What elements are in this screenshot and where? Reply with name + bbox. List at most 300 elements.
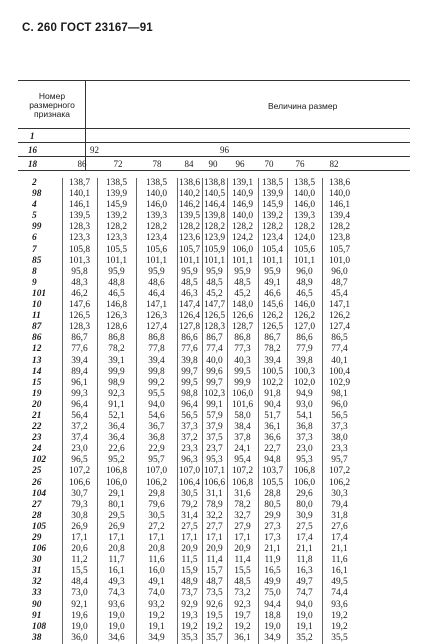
table-cell: 101,1 xyxy=(287,256,322,267)
table-cell: 146,0 xyxy=(287,200,322,211)
table-cell: 27,5 xyxy=(287,522,322,533)
table-cell: 37,4 xyxy=(62,433,97,444)
table-cell: 30,7 xyxy=(62,489,97,500)
table-cell: 123,3 xyxy=(62,233,97,244)
table-cell: 45,2 xyxy=(227,289,258,300)
table-cell: 93,2 xyxy=(136,600,177,611)
table-cell: 37,8 xyxy=(227,433,258,444)
header-row2-value-96: 96 xyxy=(220,145,229,155)
table-cell: 103,7 xyxy=(258,466,287,477)
table-cell: 100,4 xyxy=(322,367,357,378)
table-cell: 86,5 xyxy=(322,333,357,344)
table-cell: 32,7 xyxy=(227,511,258,522)
table-cell: 140,0 xyxy=(322,189,357,200)
table-cell: 79,6 xyxy=(136,500,177,511)
table-cell: 140,1 xyxy=(62,189,97,200)
table-cell: 126,6 xyxy=(227,311,258,322)
table-cell: 106,0 xyxy=(97,478,136,489)
table-cell: 80,1 xyxy=(97,500,136,511)
column-header-3: 84 xyxy=(184,159,194,169)
table-cell: 19,2 xyxy=(202,622,227,633)
row-id: 13 xyxy=(32,355,42,366)
table-cell: 46,5 xyxy=(287,289,322,300)
table-cell: 27,7 xyxy=(202,522,227,533)
table-cell: 35,7 xyxy=(202,633,227,644)
table-cell: 37,2 xyxy=(62,422,97,433)
table-cell: 96,0 xyxy=(322,267,357,278)
row-id: 90 xyxy=(32,599,42,610)
table-cell: 127,4 xyxy=(322,322,357,333)
table-cell: 39,8 xyxy=(287,356,322,367)
table-cell: 95,7 xyxy=(322,455,357,466)
table-row xyxy=(18,289,357,300)
table-cell: 20,6 xyxy=(62,544,97,555)
page-header: С. 260 ГОСТ 23167—91 xyxy=(22,22,153,34)
table-cell: 77,6 xyxy=(177,344,202,355)
table-cell: 17,4 xyxy=(322,533,357,544)
table-cell: 99,9 xyxy=(227,378,258,389)
table-cell: 19,0 xyxy=(97,622,136,633)
table-cell: 11,5 xyxy=(177,555,202,566)
table-cell: 36,4 xyxy=(97,422,136,433)
table-cell: 11,7 xyxy=(97,555,136,566)
table-row xyxy=(18,411,357,422)
row-id: 24 xyxy=(32,444,42,455)
table-cell: 123,8 xyxy=(322,233,357,244)
table-cell: 36,0 xyxy=(62,633,97,644)
table-row xyxy=(18,466,357,477)
row-id: 15 xyxy=(32,377,42,388)
table-cell: 146,4 xyxy=(203,200,226,211)
table-cell: 16,1 xyxy=(97,566,136,577)
table-cell: 48,9 xyxy=(177,577,202,588)
table-cell: 16,5 xyxy=(258,566,287,577)
table-cell: 48,7 xyxy=(322,278,357,289)
table-cell: 51,7 xyxy=(258,411,287,422)
row-id: 108 xyxy=(32,621,47,632)
table-cell: 19,2 xyxy=(136,611,177,622)
row-id: 86 xyxy=(32,333,42,344)
table-cell: 86,7 xyxy=(202,333,227,344)
table-cell: 36,8 xyxy=(287,422,322,433)
table-cell: 15,5 xyxy=(227,566,258,577)
table-cell: 38,0 xyxy=(322,433,357,444)
table-cell: 127,8 xyxy=(178,322,201,333)
table-cell: 77,6 xyxy=(62,344,97,355)
table-row xyxy=(18,622,357,633)
table-cell: 57,9 xyxy=(202,411,227,422)
row-id: 10 xyxy=(32,300,42,311)
table-cell: 48,6 xyxy=(136,278,177,289)
table-cell: 79,4 xyxy=(322,500,357,511)
table-cell: 124,2 xyxy=(227,233,258,244)
table-row xyxy=(18,389,357,400)
table-cell: 102,3 xyxy=(203,388,226,399)
table-row xyxy=(18,588,357,599)
table-cell: 95,8 xyxy=(62,267,97,278)
table-cell: 95,5 xyxy=(136,389,177,400)
table-cell: 138,5 xyxy=(287,178,322,189)
table-cell: 124,0 xyxy=(287,233,322,244)
table-cell: 56,5 xyxy=(322,411,357,422)
row-id: 85 xyxy=(32,255,42,266)
row-id: 8 xyxy=(32,266,37,277)
table-cell: 11,4 xyxy=(202,555,227,566)
table-row xyxy=(18,544,357,555)
table-cell: 74,7 xyxy=(287,588,322,599)
header-row1-border xyxy=(18,128,410,129)
table-cell: 99,8 xyxy=(136,367,177,378)
table-cell: 123,4 xyxy=(136,233,177,244)
table-cell: 19,2 xyxy=(322,622,357,633)
table-row xyxy=(18,555,357,566)
table-cell: 140,9 xyxy=(227,189,258,200)
table-cell: 31,6 xyxy=(227,489,258,500)
table-cell: 20,8 xyxy=(136,544,177,555)
table-cell: 99,7 xyxy=(202,378,227,389)
table-cell: 46,6 xyxy=(258,289,287,300)
table-cell: 17,3 xyxy=(258,533,287,544)
table-cell: 49,3 xyxy=(97,577,136,588)
row-id: 38 xyxy=(32,632,42,643)
table-cell: 128,2 xyxy=(287,222,322,233)
data-table xyxy=(18,178,357,644)
table-cell: 39,4 xyxy=(258,356,287,367)
table-cell: 92,6 xyxy=(202,600,227,611)
table-cell: 101,6 xyxy=(227,400,258,411)
table-cell: 19,3 xyxy=(177,611,202,622)
table-cell: 22,7 xyxy=(258,444,287,455)
table-cell: 30,5 xyxy=(177,489,202,500)
table-cell: 138,5 xyxy=(258,178,287,189)
table-cell: 58,0 xyxy=(227,411,258,422)
table-cell: 77,9 xyxy=(287,344,322,355)
table-cell: 101,1 xyxy=(97,256,136,267)
table-row xyxy=(18,433,357,444)
table-cell: 56,4 xyxy=(62,411,97,422)
table-cell: 99,1 xyxy=(202,400,227,411)
row-id: 20 xyxy=(32,399,42,410)
table-cell: 23,0 xyxy=(287,444,322,455)
row-id: 25 xyxy=(32,466,42,477)
table-cell: 16,3 xyxy=(287,566,322,577)
table-cell: 19,0 xyxy=(97,611,136,622)
table-cell: 94,4 xyxy=(258,600,287,611)
header-row3-border xyxy=(18,156,410,157)
header-row3-id: 18 xyxy=(28,159,37,169)
table-cell: 105,9 xyxy=(203,244,226,255)
table-cell: 145,9 xyxy=(97,200,136,211)
table-cell: 126,2 xyxy=(258,311,287,322)
table-cell: 106,6 xyxy=(203,477,226,488)
row-id: 27 xyxy=(32,499,42,510)
table-cell: 95,2 xyxy=(97,455,136,466)
table-cell: 19,2 xyxy=(227,622,258,633)
table-cell: 39,8 xyxy=(177,356,202,367)
table-cell: 145,9 xyxy=(258,200,287,211)
table-cell: 45,4 xyxy=(322,289,357,300)
table-cell: 37,3 xyxy=(177,422,202,433)
table-cell: 101,1 xyxy=(227,256,258,267)
table-cell: 105,5 xyxy=(258,478,287,489)
label-column-divider xyxy=(85,80,86,170)
table-cell: 30,8 xyxy=(62,511,97,522)
table-cell: 73,0 xyxy=(62,588,97,599)
row-id: 91 xyxy=(32,610,42,621)
table-cell: 95,9 xyxy=(97,267,136,278)
table-cell: 23,7 xyxy=(202,444,227,455)
table-cell: 147,4 xyxy=(178,300,201,311)
table-cell: 26,9 xyxy=(97,522,136,533)
table-cell: 146,8 xyxy=(97,300,136,311)
table-cell: 26,9 xyxy=(62,522,97,533)
table-cell: 37,2 xyxy=(177,433,202,444)
table-cell: 91,8 xyxy=(258,389,287,400)
table-cell: 27,6 xyxy=(322,522,357,533)
table-cell: 138,5 xyxy=(97,178,136,189)
table-cell: 147,1 xyxy=(322,300,357,311)
table-cell: 86,8 xyxy=(227,333,258,344)
table-cell: 128,7 xyxy=(227,322,258,333)
table-cell: 148,0 xyxy=(227,300,258,311)
table-cell: 139,9 xyxy=(97,189,136,200)
row-id: 19 xyxy=(32,388,42,399)
table-cell: 49,1 xyxy=(136,577,177,588)
table-cell: 77,8 xyxy=(136,344,177,355)
table-cell: 140,5 xyxy=(203,189,226,200)
table-cell: 27,3 xyxy=(258,522,287,533)
table-cell: 146,1 xyxy=(322,200,357,211)
table-cell: 73,2 xyxy=(227,588,258,599)
table-cell: 92,3 xyxy=(227,600,258,611)
table-cell: 95,9 xyxy=(136,267,177,278)
table-cell: 96,1 xyxy=(62,378,97,389)
table-cell: 45,2 xyxy=(202,289,227,300)
table-cell: 48,3 xyxy=(62,278,97,289)
header-row2-border xyxy=(18,142,410,143)
table-cell: 19,1 xyxy=(287,622,322,633)
row-id: 31 xyxy=(32,566,42,577)
table-row xyxy=(18,367,357,378)
table-cell: 139,1 xyxy=(227,178,258,189)
table-cell: 86,7 xyxy=(258,333,287,344)
table-cell: 36,6 xyxy=(258,433,287,444)
table-cell: 93,0 xyxy=(287,400,322,411)
table-cell: 128,2 xyxy=(136,222,177,233)
table-cell: 139,2 xyxy=(258,211,287,222)
table-cell: 140,0 xyxy=(287,189,322,200)
table-cell: 106,8 xyxy=(227,478,258,489)
table-cell: 54,6 xyxy=(136,411,177,422)
table-cell: 128,6 xyxy=(97,322,136,333)
table-cell: 20,9 xyxy=(177,544,202,555)
table-row xyxy=(18,211,357,222)
table-cell: 23,3 xyxy=(322,444,357,455)
table-row xyxy=(18,222,357,233)
table-cell: 102,0 xyxy=(287,378,322,389)
table-cell: 139,8 xyxy=(203,211,226,222)
table-cell: 80,5 xyxy=(258,500,287,511)
table-cell: 29,6 xyxy=(287,489,322,500)
table-row xyxy=(18,422,357,433)
table-cell: 107,0 xyxy=(178,466,201,477)
table-cell: 11,9 xyxy=(258,555,287,566)
table-cell: 128,3 xyxy=(203,322,226,333)
row-id: 101 xyxy=(32,288,47,299)
column-header-1: 72 xyxy=(113,159,123,169)
table-cell: 95,3 xyxy=(287,455,322,466)
table-cell: 99,5 xyxy=(177,378,202,389)
table-cell: 74,0 xyxy=(136,588,177,599)
table-cell: 48,5 xyxy=(202,278,227,289)
table-cell: 46,2 xyxy=(62,289,97,300)
table-cell: 139,9 xyxy=(258,189,287,200)
table-cell: 127,0 xyxy=(287,322,322,333)
table-cell: 86,7 xyxy=(62,333,97,344)
row-id: 7 xyxy=(32,244,37,255)
table-cell: 101,1 xyxy=(136,256,177,267)
table-cell: 106,4 xyxy=(178,477,201,488)
column-header-8: 82 xyxy=(329,159,339,169)
table-row xyxy=(18,489,357,500)
table-cell: 78,2 xyxy=(227,500,258,511)
table-cell: 101,1 xyxy=(258,256,287,267)
table-cell: 95,9 xyxy=(227,267,258,278)
table-cell: 99,9 xyxy=(97,367,136,378)
table-row xyxy=(18,633,357,644)
table-cell: 126,3 xyxy=(97,311,136,322)
table-cell: 106,8 xyxy=(97,466,136,477)
table-cell: 96,4 xyxy=(62,400,97,411)
table-cell: 20,8 xyxy=(97,544,136,555)
table-row xyxy=(18,478,357,489)
table-cell: 19,7 xyxy=(227,611,258,622)
table-cell: 138,6 xyxy=(322,178,357,189)
table-cell: 146,9 xyxy=(227,200,258,211)
table-cell: 92,1 xyxy=(62,600,97,611)
table-cell: 36,1 xyxy=(227,633,258,644)
table-cell: 123,6 xyxy=(178,233,201,244)
row-id: 106 xyxy=(32,544,47,555)
table-cell: 17,4 xyxy=(287,533,322,544)
table-cell: 29,9 xyxy=(258,511,287,522)
table-cell: 92,3 xyxy=(97,389,136,400)
table-cell: 11,8 xyxy=(287,555,322,566)
table-cell: 35,2 xyxy=(287,633,322,644)
table-cell: 35,5 xyxy=(322,633,357,644)
table-cell: 17,1 xyxy=(177,533,202,544)
table-cell: 31,1 xyxy=(202,489,227,500)
table-cell: 16,1 xyxy=(322,566,357,577)
table-cell: 146,2 xyxy=(178,200,201,211)
table-cell: 94,0 xyxy=(136,400,177,411)
row-id: 33 xyxy=(32,588,42,599)
table-cell: 98,9 xyxy=(97,378,136,389)
table-cell: 126,3 xyxy=(136,311,177,322)
table-cell: 107,2 xyxy=(62,466,97,477)
row-id: 32 xyxy=(32,577,42,588)
header-row1-id: 1 xyxy=(30,131,35,141)
table-cell: 126,4 xyxy=(178,311,201,322)
table-cell: 77,3 xyxy=(227,344,258,355)
table-cell: 56,5 xyxy=(177,411,202,422)
table-cell: 34,9 xyxy=(136,633,177,644)
table-cell: 139,5 xyxy=(62,211,97,222)
table-cell: 54,1 xyxy=(287,411,322,422)
table-cell: 37,3 xyxy=(322,422,357,433)
table-cell: 75,0 xyxy=(258,588,287,599)
table-cell: 96,0 xyxy=(287,267,322,278)
table-cell: 128,2 xyxy=(258,222,287,233)
table-cell: 93,6 xyxy=(97,600,136,611)
row-id: 98 xyxy=(32,189,42,200)
table-cell: 40,0 xyxy=(202,356,227,367)
table-cell: 145,6 xyxy=(258,300,287,311)
table-cell: 19,0 xyxy=(258,622,287,633)
table-cell: 96,5 xyxy=(62,455,97,466)
table-cell: 48,5 xyxy=(227,577,258,588)
table-cell: 11,4 xyxy=(227,555,258,566)
table-cell: 48,5 xyxy=(177,278,202,289)
table-cell: 101,3 xyxy=(62,256,97,267)
table-cell: 78,2 xyxy=(97,344,136,355)
row-id: 99 xyxy=(32,222,42,233)
table-cell: 20,9 xyxy=(202,544,227,555)
table-cell: 17,1 xyxy=(62,533,97,544)
table-cell: 98,1 xyxy=(322,389,357,400)
row-id: 6 xyxy=(32,233,37,244)
row-id: 105 xyxy=(32,521,47,532)
table-cell: 48,9 xyxy=(287,278,322,289)
table-cell: 30,3 xyxy=(322,489,357,500)
table-cell: 29,1 xyxy=(97,489,136,500)
table-cell: 19,5 xyxy=(202,611,227,622)
table-cell: 19,2 xyxy=(322,611,357,622)
table-cell: 147,7 xyxy=(203,300,226,311)
table-cell: 21,1 xyxy=(258,544,287,555)
table-cell: 36,4 xyxy=(97,433,136,444)
table-cell: 16,0 xyxy=(136,566,177,577)
table-cell: 140,2 xyxy=(178,189,201,200)
column-header-6: 70 xyxy=(264,159,274,169)
table-cell: 105,6 xyxy=(287,245,322,256)
table-cell: 86,6 xyxy=(177,333,202,344)
table-cell: 37,9 xyxy=(202,422,227,433)
table-row xyxy=(18,566,357,577)
table-cell: 17,1 xyxy=(136,533,177,544)
table-cell: 127,4 xyxy=(136,322,177,333)
table-cell: 36,7 xyxy=(136,422,177,433)
column-header-7: 76 xyxy=(295,159,305,169)
row-id: 87 xyxy=(32,322,42,333)
table-cell: 29,5 xyxy=(97,511,136,522)
table-cell: 146,1 xyxy=(62,200,97,211)
row-id: 5 xyxy=(32,211,37,222)
table-cell: 78,9 xyxy=(202,500,227,511)
table-cell: 49,1 xyxy=(258,278,287,289)
table-cell: 73,7 xyxy=(177,588,202,599)
table-cell: 15,7 xyxy=(202,566,227,577)
table-cell: 140,0 xyxy=(136,189,177,200)
table-cell: 49,9 xyxy=(258,577,287,588)
table-cell: 17,1 xyxy=(202,533,227,544)
table-cell: 147,6 xyxy=(62,300,97,311)
table-cell: 138,6 xyxy=(178,178,201,188)
table-cell: 92,9 xyxy=(177,600,202,611)
column-header-5: 96 xyxy=(235,159,245,169)
row-id: 11 xyxy=(32,311,41,322)
table-cell: 95,9 xyxy=(177,267,202,278)
